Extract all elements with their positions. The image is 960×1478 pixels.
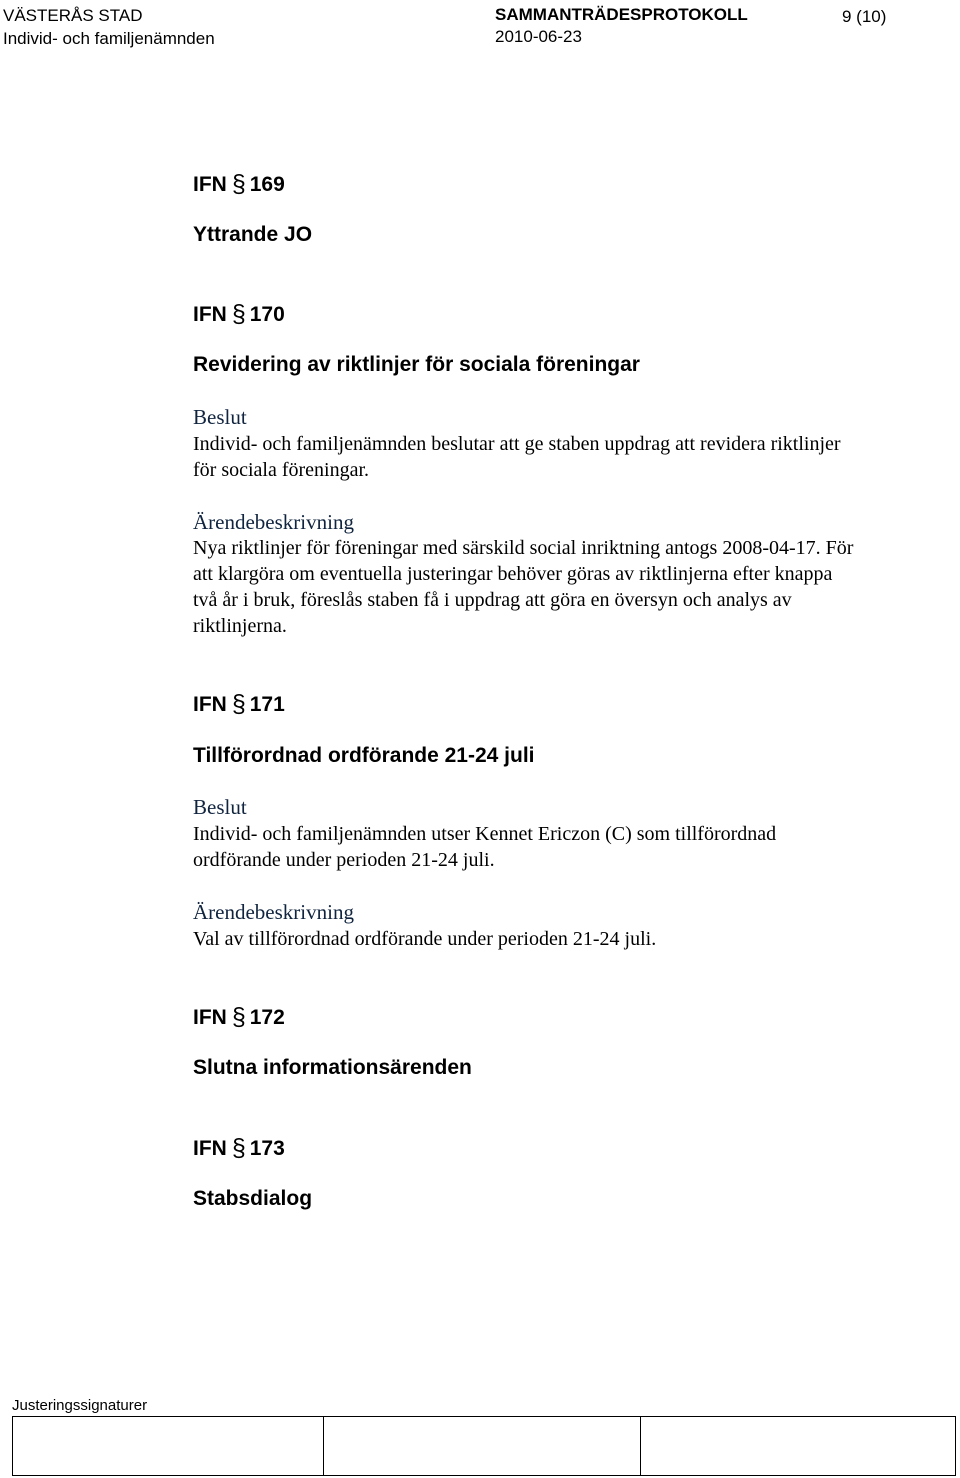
paragraph-symbol: § [231, 300, 246, 328]
header-date: 2010-06-23 [495, 27, 582, 46]
section-173-title: Stabsdialog [193, 1187, 313, 1210]
section-170-beslut-text [193, 431, 841, 483]
footer-signatures-label: Justeringssignaturer [12, 1397, 148, 1414]
text-line: ordförande under perioden 21-24 juli. [193, 849, 495, 871]
section-170-title: Revidering av riktlinjer för sociala föreningar [193, 353, 640, 376]
section-170-heading [193, 300, 285, 329]
header-committee: Individ- och familjenämnden [3, 29, 215, 48]
paragraph-symbol: § [231, 1003, 246, 1031]
paragraph-symbol: § [231, 170, 246, 198]
section-171-beslut-label: Beslut [193, 795, 247, 819]
section-170-arende-text [193, 535, 853, 639]
section-171-arende-text [193, 926, 656, 952]
paragraph-symbol: § [231, 690, 246, 718]
section-code: IFN [193, 693, 227, 716]
section-code: IFN [193, 173, 227, 196]
text-line: två år i bruk, föreslås staben få i uppdrag att göra en översyn och analys av [193, 589, 792, 611]
header-doc-type: SAMMANTRÄDESPROTOKOLL [495, 5, 748, 24]
section-172-title: Slutna informationsärenden [193, 1056, 472, 1079]
text-line: Val av tillförordnad ordförande under perioden 21-24 juli. [193, 928, 657, 950]
section-number: 173 [249, 1137, 285, 1160]
text-line: Individ- och familjenämnden beslutar att ge staben uppdrag att revidera riktlinjer [193, 433, 841, 455]
section-number: 170 [249, 303, 285, 326]
text-line: att klargöra om eventuella justeringar behöver göras av riktlinjerna efter knappa [193, 563, 833, 585]
text-line: Nya riktlinjer för föreningar med särskild social inriktning antogs 2008-04-17. För [193, 537, 854, 559]
paragraph-symbol: § [231, 1134, 246, 1162]
signature-box-2 [323, 1416, 641, 1476]
section-code: IFN [193, 1137, 227, 1160]
section-code: IFN [193, 303, 227, 326]
section-173-heading [193, 1134, 285, 1163]
section-code: IFN [193, 1006, 227, 1029]
signature-box-3 [640, 1416, 956, 1476]
section-171-beslut-text [193, 821, 776, 873]
section-number: 171 [249, 693, 285, 716]
section-171-heading [193, 690, 285, 719]
header-page-number: 9 (10) [842, 7, 887, 26]
section-171-title: Tillförordnad ordförande 21-24 juli [193, 744, 535, 767]
section-169-heading [193, 170, 285, 199]
signature-box-1 [12, 1416, 324, 1476]
section-172-heading [193, 1003, 285, 1032]
section-170-beslut-label: Beslut [193, 405, 247, 429]
text-line: riktlinjerna. [193, 615, 287, 637]
section-number: 169 [249, 173, 285, 196]
section-169-title: Yttrande JO [193, 223, 313, 246]
section-170-arende-label: Ärendebeskrivning [193, 510, 354, 534]
section-number: 172 [249, 1006, 285, 1029]
text-line: Individ- och familjenämnden utser Kennet Ericzon (C) som tillförordnad [193, 823, 777, 845]
section-171-arende-label: Ärendebeskrivning [193, 900, 354, 924]
text-line: för sociala föreningar. [193, 459, 370, 481]
header-org: VÄSTERÅS STAD [3, 6, 143, 25]
